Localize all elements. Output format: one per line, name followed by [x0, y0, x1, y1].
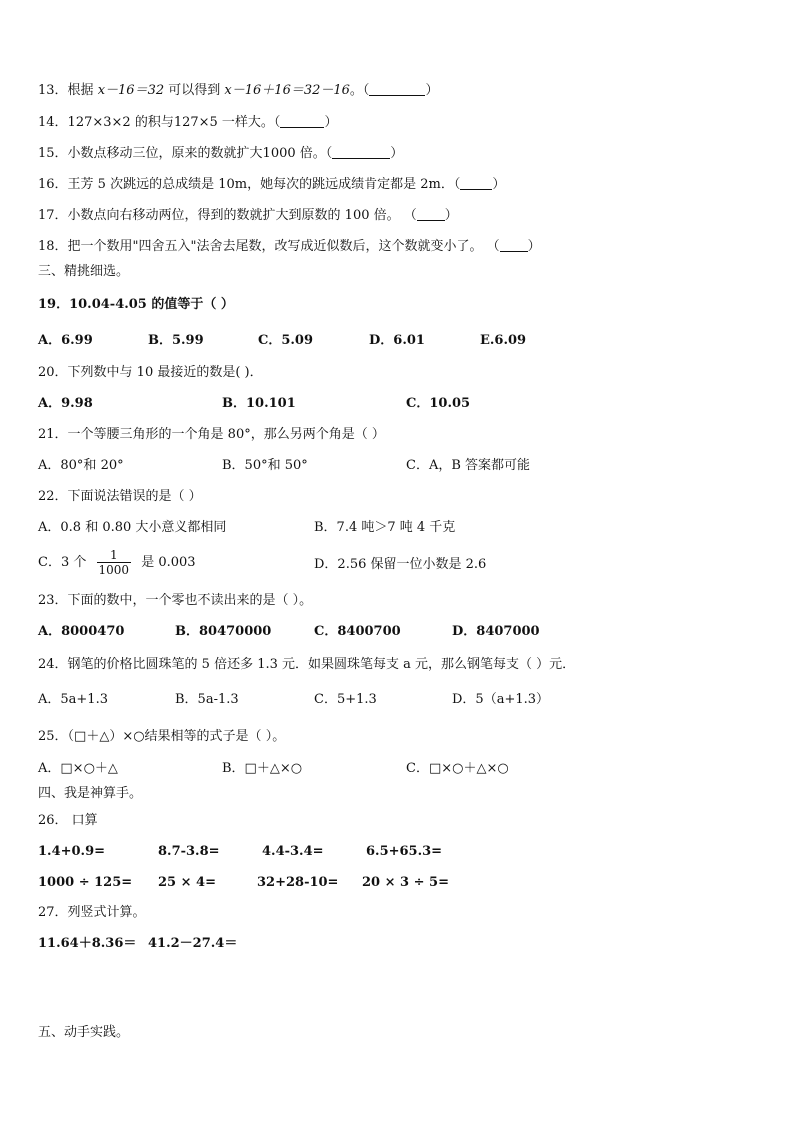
q22-option-d[interactable]: D．2.56 保留一位小数是 2.6 [314, 557, 487, 572]
section-heading-3: 三、精挑细选。 [38, 264, 130, 279]
question-25-stem: 25．（□＋△）×○结果相等的式子是（ ）。 [38, 729, 286, 744]
q24-option-c[interactable]: C．5+1.3 [314, 692, 377, 707]
paren: ） [390, 146, 404, 161]
q24-option-d[interactable]: D．5（a+1.3） [452, 692, 550, 707]
oral-item: 25 × 4= [158, 875, 216, 890]
answer-blank[interactable] [369, 83, 425, 96]
question-text: 小数点移动三位，原来的数就扩大1000 倍。（ [67, 146, 333, 161]
option-text: 是 0.003 [141, 555, 196, 570]
question-18 [38, 238, 541, 256]
q19-option-d[interactable]: D．6.01 [369, 333, 425, 348]
question-number: 13． [38, 83, 68, 98]
q20-option-c[interactable]: C．10.05 [406, 396, 471, 411]
question-number: 14． [38, 115, 68, 130]
q25-option-b[interactable]: B．□＋△×○ [222, 761, 303, 776]
q20-option-a[interactable]: A．9.98 [38, 396, 93, 411]
oral-item: 1000 ÷ 125= [38, 875, 133, 890]
question-24-stem: 24．钢笔的价格比圆珠笔的 5 倍还多 1.3 元．如果圆珠笔每支 a 元，那么钢笔每支（ ）元． [38, 657, 576, 672]
paren: ） [492, 177, 506, 192]
equation: x－16＝32 [97, 83, 165, 98]
q24-option-a[interactable]: A．5a+1.3 [38, 692, 108, 707]
question-number: 18． [38, 239, 68, 254]
question-16 [38, 176, 505, 194]
option-text: C．3 个 [38, 555, 87, 570]
question-number: 15． [38, 146, 68, 161]
question-text: 127×3×2 的积与127×5 一样大。（ [67, 115, 281, 130]
question-23-stem: 23．下面的数中，一个零也不读出来的是（ ）。 [38, 593, 313, 608]
section-heading-5: 五、动手实践。 [38, 1025, 130, 1040]
question-27-title: 27．列竖式计算。 [38, 905, 146, 920]
question-number: 16． [38, 177, 68, 192]
q20-option-b[interactable]: B．10.101 [222, 396, 296, 411]
paren: ） [324, 115, 338, 130]
q22-option-b[interactable]: B．7.4 吨＞7 吨 4 千克 [314, 520, 456, 535]
q22-option-a[interactable]: A．0.8 和 0.80 大小意义都相同 [38, 520, 227, 535]
question-text: 小数点向右移动两位，得到的数就扩大到原数的 100 倍。 （ [67, 208, 417, 223]
question-text: 王芳 5 次跳远的总成绩是 10m，她每次的跳远成绩肯定都是 2m．（ [67, 177, 461, 192]
question-number: 17． [38, 208, 68, 223]
q23-option-c[interactable]: C．8400700 [314, 624, 401, 639]
question-13 [38, 82, 438, 100]
question-22-stem: 22．下面说法错误的是（ ） [38, 489, 202, 504]
question-20-stem: 20．下列数中与 10 最接近的数是( )． [38, 365, 263, 380]
q23-option-b[interactable]: B．80470000 [175, 624, 272, 639]
q21-option-b[interactable]: B．50°和 50° [222, 458, 308, 473]
q23-option-d[interactable]: D．8407000 [452, 624, 540, 639]
q21-option-a[interactable]: A．80°和 20° [38, 458, 124, 473]
answer-blank[interactable] [460, 177, 492, 190]
answer-blank[interactable] [280, 115, 324, 128]
question-21-stem: 21．一个等腰三角形的一个角是 80°，那么另两个角是（ ） [38, 427, 385, 442]
q22-option-c[interactable] [38, 548, 196, 577]
vertical-item: 41.2－27.4＝ [148, 936, 238, 951]
paren: ） [444, 208, 458, 223]
fraction-denominator: 1000 [98, 563, 130, 577]
answer-blank[interactable] [417, 208, 445, 221]
question-26-title: 26． 口算 [38, 813, 98, 828]
vertical-item: 11.64＋8.36＝ [38, 936, 137, 951]
q19-option-e[interactable]: E.6.09 [480, 333, 527, 348]
question-text: 。（ [349, 83, 370, 98]
oral-item: 20 × 3 ÷ 5= [362, 875, 449, 890]
equation: x－16＋16＝32－16 [224, 83, 350, 98]
question-15 [38, 145, 403, 163]
q19-option-b[interactable]: B．5.99 [148, 333, 204, 348]
q19-option-c[interactable]: C．5.09 [258, 333, 314, 348]
oral-item: 1.4+0.9= [38, 844, 106, 859]
oral-item: 32+28-10= [257, 875, 339, 890]
oral-item: 6.5+65.3= [366, 844, 443, 859]
question-text: 可以得到 [168, 83, 221, 98]
question-19-stem: 19．10.04-4.05 的值等于（ ） [38, 297, 234, 312]
question-14 [38, 114, 337, 132]
q23-option-a[interactable]: A．8000470 [38, 624, 125, 639]
oral-item: 4.4-3.4= [262, 844, 324, 859]
q19-option-a[interactable]: A．6.99 [38, 333, 93, 348]
oral-item: 8.7-3.8= [158, 844, 220, 859]
q21-option-c[interactable]: C．A，B 答案都可能 [406, 458, 531, 473]
fraction [97, 548, 132, 577]
q24-option-b[interactable]: B．5a-1.3 [175, 692, 239, 707]
question-text: 把一个数用"四舍五入"法舍去尾数，改写成近似数后，这个数就变小了。 （ [67, 239, 500, 254]
question-17 [38, 207, 458, 225]
answer-blank[interactable] [332, 146, 390, 159]
fraction-numerator: 1 [97, 548, 132, 563]
paren: ） [425, 83, 439, 98]
paren: ） [527, 239, 541, 254]
section-heading-4: 四、我是神算手。 [38, 786, 143, 801]
answer-blank[interactable] [500, 239, 528, 252]
q25-option-a[interactable]: A．□×○＋△ [38, 761, 118, 776]
question-text: 根据 [67, 83, 94, 98]
q25-option-c[interactable]: C．□×○＋△×○ [406, 761, 509, 776]
